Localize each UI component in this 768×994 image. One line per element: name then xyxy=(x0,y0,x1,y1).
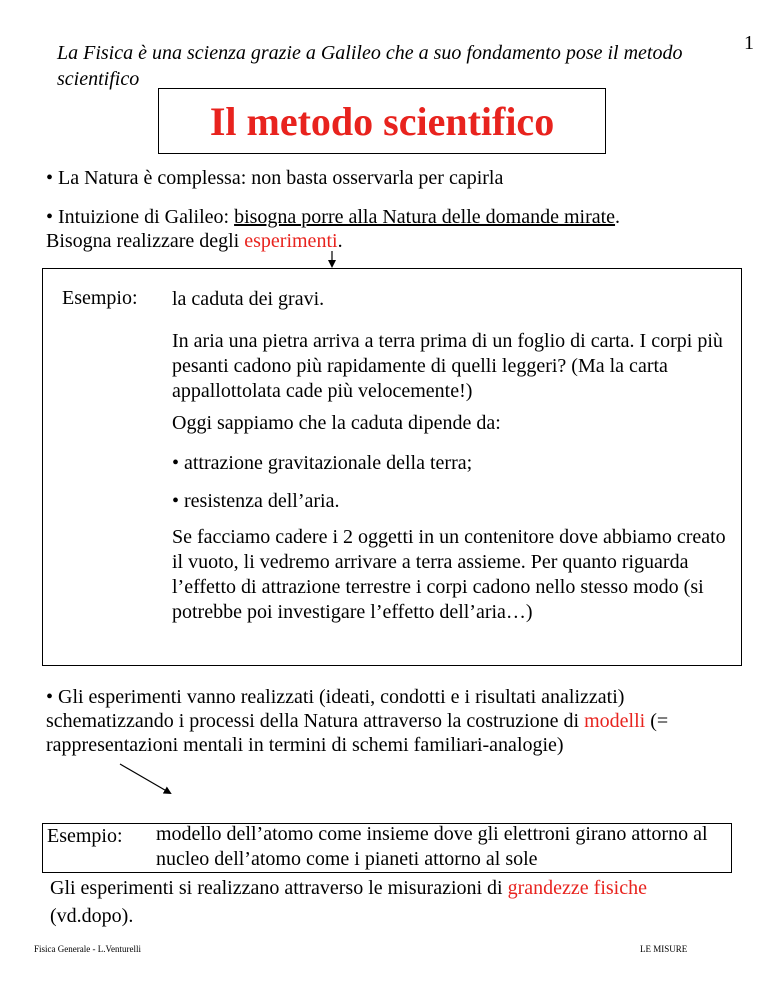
example1-item-gravity: • attrazione gravitazionale della terra; xyxy=(172,452,473,474)
example2-label: Esempio: xyxy=(47,825,123,847)
bullet-models-text: • Gli esperimenti vanno realizzati (ideati, condotti e i risultati analizzati) schematizzando i processi della Natura attraverso la costruzione di xyxy=(46,686,625,732)
example1-heading: la caduta dei gravi. xyxy=(172,288,325,310)
example1-label: Esempio: xyxy=(62,287,138,309)
page-number: 1 xyxy=(744,32,754,54)
bullet-galileo-prefix: • Intuizione di Galileo: xyxy=(46,206,235,228)
keyword-esperimenti: esperimenti xyxy=(244,230,338,252)
intro-text: La Fisica è una scienza grazie a Galileo che a suo fondamento pose il metodo scientifico xyxy=(57,42,683,90)
keyword-grandezze-fisiche: grandezze fisiche xyxy=(507,877,647,899)
page-title: Il metodo scientifico xyxy=(209,98,555,144)
bullet-models-after: (= rappresentazioni mentali in termini di schemi familiari-analogie) xyxy=(46,710,669,756)
example2-text: modello dell’atomo come insieme dove gli elettroni girano attorno al nucleo dell’atomo come i pianeti attorno al sole xyxy=(156,823,708,870)
footer-author: Fisica Generale - L.Venturelli xyxy=(34,944,141,954)
bullet-nature: • La Natura è complessa: non basta osservarla per capirla xyxy=(46,167,504,189)
bullet-galileo-line2: Bisogna realizzare degli xyxy=(46,230,245,252)
example1-para2: Oggi sappiamo che la caduta dipende da: xyxy=(172,412,501,434)
example1-para1: In aria una pietra arriva a terra prima di un foglio di carta. I corpi più pesanti cadono più rapidamente di quelli leggeri? (Ma la carta appallottolata cade più velocemente!) xyxy=(172,330,723,402)
footer-section: LE MISURE xyxy=(640,944,688,954)
bullet-galileo-after: . xyxy=(615,206,621,228)
arrow-to-example2 xyxy=(120,764,170,793)
final-prefix: Gli esperimenti si realizzano attraverso le misurazioni di xyxy=(50,877,508,899)
bullet-galileo-underlined: bisogna porre alla Natura delle domande mirate xyxy=(234,206,616,228)
example1-para3: Se facciamo cadere i 2 oggetti in un contenitore dove abbiamo creato il vuoto, li vedremo arrivare a terra assieme. Per quanto riguarda l’effetto di attrazione terrestre i corpi cadono nello stesso modo (si potrebbe poi investigare l’effetto dell’aria…) xyxy=(172,526,726,623)
example1-item-air: • resistenza dell’aria. xyxy=(172,490,340,512)
final-after: (vd.dopo). xyxy=(50,905,134,927)
bullet-galileo-line2-after: . xyxy=(337,230,343,252)
keyword-modelli: modelli xyxy=(584,710,646,732)
